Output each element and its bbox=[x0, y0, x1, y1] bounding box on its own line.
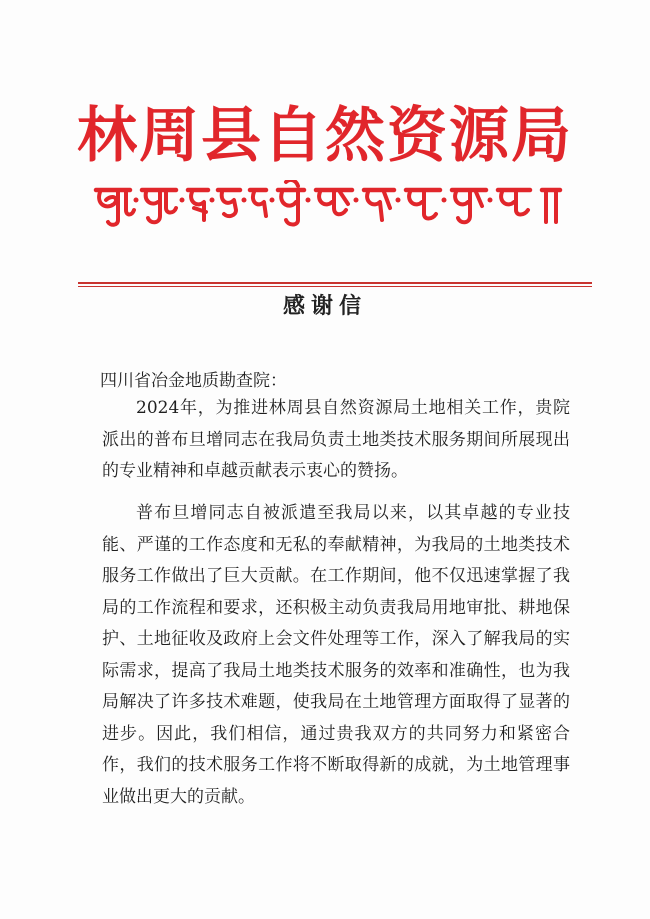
letterhead-org-name: 林周县自然资源局 bbox=[77, 101, 573, 171]
letterhead-rule-thin bbox=[78, 286, 592, 287]
document-title: 感谢信 bbox=[282, 293, 367, 319]
letterhead-rule bbox=[78, 282, 592, 284]
body-paragraph-2: 普布旦增同志自被派遣至我局以来，以其卓越的专业技能、严谨的工作态度和无私的奉献精神，为我局的土地类技术服务工作做出了巨大贡献。在工作期间，他不仅迅速掌握了我局的工作流程和要求，还积极主动负责我局用地审批、耕地保护、土地征收及政府上会文件处理等工作，深入了解我局的实际需求，提高了我局土地类技术服务的效率和准确性，也为我局解决了许多技术难题，使我局在土地管理方面取得了显著的进步。因此，我们相信，通过贵我双方的共同努力和紧密合作，我们的技术服务工作将不断取得新的成就，为土地管理事业做出更大的贡献。 bbox=[102, 503, 570, 807]
salutation: 四川省冶金地质勘查院： bbox=[100, 371, 287, 391]
body-paragraph-1: 2024年，为推进林周县自然资源局土地相关工作，贵院派出的普布旦增同志在我局负责土地类技术服务期间所展现出的专业精神和卓越贡献表示衷心的赞扬。 bbox=[102, 398, 570, 481]
letterhead-tibetan-logotype bbox=[90, 180, 570, 230]
